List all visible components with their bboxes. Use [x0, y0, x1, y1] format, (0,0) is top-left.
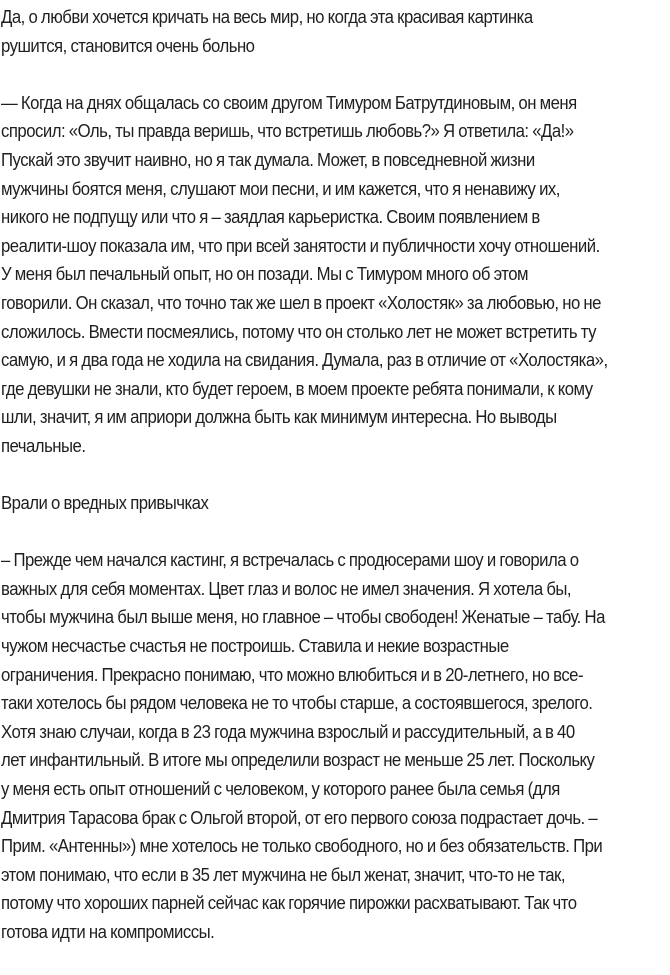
- text-line: Прим. «Антенны») мне хотелось не только свободного, но и без обязательств. При: [1, 836, 603, 857]
- body-paragraph: [1, 89, 616, 461]
- text-line: таки хотелось бы рядом человека не то чтобы старше, а состоявшегося, зрелого.: [1, 693, 593, 714]
- body-paragraph: [1, 546, 616, 946]
- text-line: мужчины боятся меня, слушают мои песни, и им кажется, что я ненавижу их,: [1, 178, 560, 199]
- text-line: рушится, становится очень больно: [1, 35, 255, 56]
- text-line: готова идти на компромиссы.: [1, 922, 215, 942]
- text-line: – Прежде чем начался кастинг, я встречалась с продюсерами шоу и говорила о: [1, 550, 579, 571]
- lead-paragraph: [1, 3, 616, 60]
- text-line: спросил: «Оль, ты правда веришь, что встретишь любовь?» Я ответила: «Да!»: [1, 121, 574, 142]
- text-line: говорили. Он сказал, что точно так же шел в проект «Холостяк» за любовью, но не: [1, 292, 601, 313]
- article-body: [1, 0, 616, 975]
- text-line: где девушки не знали, кто будет героем, в моем проекте ребята понимали, к кому: [1, 378, 593, 399]
- text-line: Хотя знаю случаи, когда в 23 года мужчина взрослый и рассудительный, а в 40: [1, 721, 575, 742]
- text-line: этом понимаю, что если в 35 лет мужчина не был женат, значит, что-то не так,: [1, 864, 566, 885]
- text-line: Пускай это звучит наивно, но я так думала. Может, в повседневной жизни: [1, 149, 535, 170]
- text-line: сложилось. Вмести посмеялись, потому что он столько лет не может встретить ту: [1, 321, 596, 342]
- text-line: ограничения. Прекрасно понимаю, что можно влюбиться и в 20-летнего, но все-: [1, 664, 584, 685]
- text-line: чужом несчастье счастья не построишь. Ставила и некие возрастные: [1, 636, 509, 657]
- text-line: лет инфантильный. В итоге мы определили возраст не меньше 25 лет. Поскольку: [1, 750, 595, 771]
- text-line: У меня был печальный опыт, но он позади. Мы с Тимуром много об этом: [1, 264, 529, 285]
- text-line: — Когда на днях общалась со своим другом Тимуром Батрутдиновым, он меня: [1, 92, 577, 113]
- text-line: реалити-шоу показала им, что при всей занятости и публичности хочу отношений.: [1, 235, 600, 256]
- text-line: у меня есть опыт отношений с человеком, у которого ранее была семья (для: [1, 779, 560, 800]
- text-line: чтобы мужчина был выше меня, но главное – чтобы свободен! Женатые – табу. На: [1, 607, 605, 628]
- subheading: [1, 489, 616, 518]
- text-line: важных для себя моментах. Цвет глаз и волос не имел значения. Я хотела бы,: [1, 578, 572, 599]
- subheading-text: Врали о вредных привычках: [1, 493, 209, 514]
- text-line: шли, значит, я им априори должна быть как минимум интересна. Но выводы: [1, 407, 557, 428]
- text-line: никого не подпущу или что я – заядлая карьеристка. Своим появлением в: [1, 207, 540, 228]
- text-line: потому что хороших парней сейчас как горячие пирожки расхватывают. Так что: [1, 893, 577, 914]
- text-line: Дмитрия Тарасова брак с Ольгой второй, от его первого союза подрастает дочь. –: [1, 807, 598, 828]
- article-content: [1, 0, 616, 947]
- text-line: печальные.: [1, 435, 86, 456]
- text-line: Да, о любви хочется кричать на весь мир, но когда эта красивая картинка: [1, 7, 533, 27]
- text-line: самую, и я два года не ходила на свидания. Думала, раз в отличие от «Холостяка»,: [1, 350, 608, 371]
